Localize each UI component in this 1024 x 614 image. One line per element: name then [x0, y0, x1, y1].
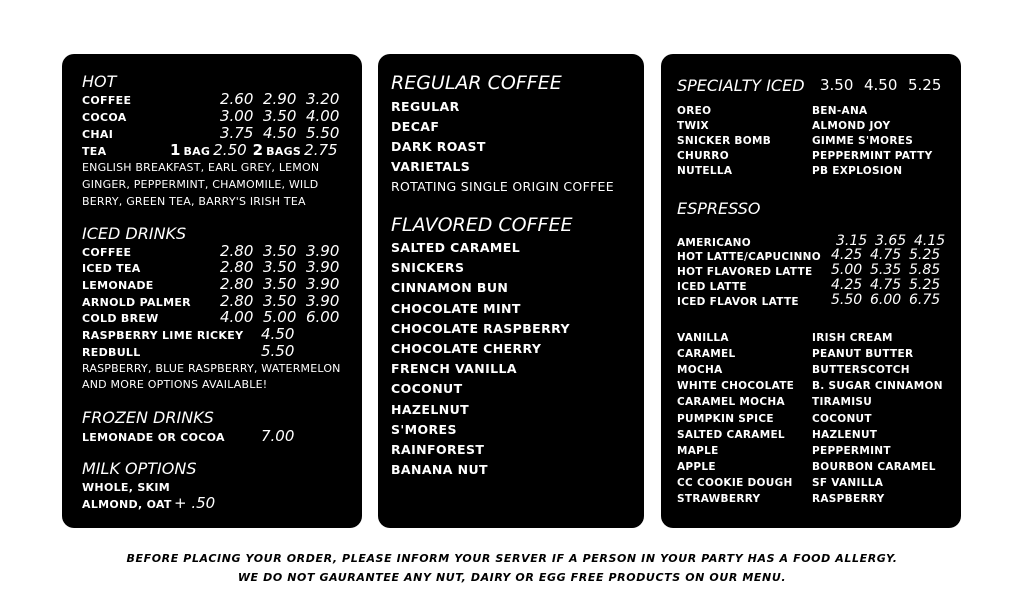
- syrup-item: RASPBERRY: [812, 493, 885, 505]
- rickey-price: 4.50: [261, 325, 295, 343]
- syrup-item: SALTED CARAMEL: [677, 429, 785, 441]
- specialty-item: OREO: [677, 105, 712, 117]
- allergy-notice-line-2: WE DO NOT GAURANTEE ANY NUT, DAIRY OR EGG FREE PRODUCTS ON OUR MENU.: [237, 571, 787, 584]
- arnold-palmer-label: ARNOLD PALMER: [82, 296, 191, 309]
- arnold-palmer-price-2: 3.50: [263, 292, 297, 310]
- frozen-label: LEMONADE OR COCOA: [82, 431, 225, 444]
- iced-coffee-price-2: 3.50: [263, 242, 297, 260]
- espresso-item-label: ICED FLAVOR LATTE: [677, 296, 799, 308]
- espresso-price: 5.35: [870, 262, 902, 278]
- regular-coffee-title: REGULAR COFFEE: [391, 72, 562, 94]
- hot-coffee-price-3: 3.20: [306, 90, 340, 108]
- coffee-board: [378, 54, 644, 528]
- iced-coffee-label: COFFEE: [82, 246, 132, 259]
- varietals-item: VARIETALS: [391, 159, 471, 174]
- iced-tea-price-2: 3.50: [263, 258, 297, 276]
- specialty-item: ALMOND JOY: [812, 120, 891, 132]
- cold-brew-label: COLD BREW: [82, 312, 159, 325]
- specialty-item: CHURRO: [677, 150, 729, 162]
- arnold-palmer-price-1: 2.80: [220, 292, 254, 310]
- syrup-item: PUMPKIN SPICE: [677, 413, 774, 425]
- arnold-palmer-price-3: 3.90: [306, 292, 340, 310]
- espresso-item-label: HOT LATTE/CAPUCINNO: [677, 251, 821, 263]
- flavor-item: S'MORES: [391, 422, 457, 437]
- hot-cocoa-price-2: 3.50: [263, 107, 297, 125]
- specialty-price-3: 5.25: [908, 76, 942, 94]
- tea-flavors-line-3: BERRY, GREEN TEA, BARRY'S IRISH TEA: [82, 195, 306, 208]
- syrup-item: BUTTERSCOTCH: [812, 364, 910, 376]
- frozen-section-title: FROZEN DRINKS: [82, 408, 214, 427]
- flavor-item: CHOCOLATE RASPBERRY: [391, 321, 570, 336]
- lemonade-price-2: 3.50: [263, 275, 297, 293]
- cold-brew-price-3: 6.00: [306, 308, 340, 326]
- lemonade-price-3: 3.90: [306, 275, 340, 293]
- flavor-item: BANANA NUT: [391, 462, 488, 477]
- flavor-item: RAINFOREST: [391, 442, 485, 457]
- redbull-flavors-line-2: AND MORE OPTIONS AVAILABLE!: [82, 378, 268, 391]
- hot-chai-price-3: 5.50: [306, 124, 340, 142]
- espresso-price: 3.15: [836, 233, 868, 249]
- syrup-item: CC COOKIE DOUGH: [677, 477, 793, 489]
- iced-section-title: ICED DRINKS: [82, 224, 187, 243]
- flavor-item: CHOCOLATE MINT: [391, 301, 521, 316]
- iced-coffee-price-3: 3.90: [306, 242, 340, 260]
- hot-chai-price-1: 3.75: [220, 124, 254, 142]
- syrup-item: TIRAMISU: [812, 396, 873, 408]
- hot-chai-price-2: 4.50: [263, 124, 297, 142]
- regular-item: REGULAR: [391, 99, 460, 114]
- hot-tea-price-2: 2.75: [304, 141, 338, 159]
- syrup-item: PEANUT BUTTER: [812, 348, 914, 360]
- specialty-price-2: 4.50: [864, 76, 898, 94]
- redbull-label: REDBULL: [82, 346, 141, 359]
- syrup-item: CARAMEL: [677, 348, 736, 360]
- hot-tea-pricing: [170, 141, 338, 159]
- flavor-item: CHOCOLATE CHERRY: [391, 341, 542, 356]
- cold-brew-price-2: 5.00: [263, 308, 297, 326]
- espresso-item-label: AMERICANO: [677, 237, 751, 249]
- espresso-price: 5.85: [909, 262, 941, 278]
- syrup-item: CARAMEL MOCHA: [677, 396, 785, 408]
- rotating-origin-item: ROTATING SINGLE ORIGIN COFFEE: [391, 179, 614, 194]
- specialty-item: TWIX: [677, 120, 709, 132]
- hot-cocoa-price-1: 3.00: [220, 107, 254, 125]
- syrup-item: APPLE: [677, 461, 716, 473]
- espresso-price: 5.50: [831, 292, 863, 308]
- flavor-item: CINNAMON BUN: [391, 280, 509, 295]
- iced-coffee-price-1: 2.80: [220, 242, 254, 260]
- allergy-notice-line-1: BEFORE PLACING YOUR ORDER, PLEASE INFORM YOUR SERVER IF A PERSON IN YOUR PARTY HAS A FOOD ALLERGY.: [126, 552, 898, 565]
- tea-flavors-line-1: ENGLISH BREAKFAST, EARL GREY, LEMON: [82, 161, 320, 174]
- iced-tea-price-3: 3.90: [306, 258, 340, 276]
- dark-roast-item: DARK ROAST: [391, 139, 486, 154]
- espresso-price: 5.25: [909, 277, 941, 293]
- iced-tea-price-1: 2.80: [220, 258, 254, 276]
- syrup-item: VANILLA: [677, 332, 729, 344]
- hot-tea-one: 1: [170, 141, 181, 159]
- milk-line-1: WHOLE, SKIM: [82, 481, 171, 494]
- flavor-item: HAZELNUT: [391, 402, 470, 417]
- flavor-item: COCONUT: [391, 381, 463, 396]
- specialty-item: PB EXPLOSION: [812, 165, 903, 177]
- flavor-item: SNICKERS: [391, 260, 465, 275]
- espresso-price: 3.65: [875, 233, 907, 249]
- rickey-label: RASPBERRY LIME RICKEY: [82, 329, 244, 342]
- syrup-item: BOURBON CARAMEL: [812, 461, 936, 473]
- lemonade-label: LEMONADE: [82, 279, 154, 292]
- flavored-coffee-title: FLAVORED COFFEE: [391, 214, 573, 236]
- espresso-price: 5.25: [909, 247, 941, 263]
- hot-tea-price-1: 2.50: [213, 141, 247, 159]
- syrup-item: COCONUT: [812, 413, 872, 425]
- specialty-item: GIMME S'MORES: [812, 135, 914, 147]
- flavor-item: FRENCH VANILLA: [391, 361, 517, 376]
- hot-tea-bag-label: BAG: [183, 145, 211, 158]
- syrup-item: PEPPERMINT: [812, 445, 891, 457]
- cold-brew-price-1: 4.00: [220, 308, 254, 326]
- specialty-item: NUTELLA: [677, 165, 733, 177]
- hot-chai-label: CHAI: [82, 128, 114, 141]
- specialty-price-1: 3.50: [820, 76, 854, 94]
- specialty-iced-title: SPECIALTY ICED: [677, 76, 805, 95]
- hot-tea-bags-label: BAGS: [266, 145, 302, 158]
- hot-tea-two: 2: [252, 141, 264, 159]
- hot-drinks-board: [62, 54, 362, 528]
- hot-tea-label: TEA: [82, 145, 107, 158]
- lemonade-price-1: 2.80: [220, 275, 254, 293]
- milk-line-2: ALMOND, OAT: [82, 498, 172, 511]
- hot-coffee-price-1: 2.60: [220, 90, 254, 108]
- specialty-item: SNICKER BOMB: [677, 135, 771, 147]
- flavor-item: SALTED CARAMEL: [391, 240, 521, 255]
- espresso-price: 4.25: [831, 247, 863, 263]
- redbull-flavors-line-1: RASPBERRY, BLUE RASPBERRY, WATERMELON: [82, 362, 341, 375]
- specialty-board: [661, 54, 961, 528]
- milk-section-title: MILK OPTIONS: [82, 459, 197, 478]
- decaf-item: DECAF: [391, 119, 440, 134]
- iced-tea-label: ICED TEA: [82, 262, 141, 275]
- hot-cocoa-price-3: 4.00: [306, 107, 340, 125]
- espresso-item-label: HOT FLAVORED LATTE: [677, 266, 813, 278]
- milk-price: + .50: [174, 494, 216, 512]
- syrup-item: IRISH CREAM: [812, 332, 893, 344]
- specialty-item: PEPPERMINT PATTY: [812, 150, 933, 162]
- espresso-price: 6.75: [909, 292, 941, 308]
- syrup-item: MAPLE: [677, 445, 719, 457]
- hot-coffee-label: COFFEE: [82, 94, 132, 107]
- syrup-item: MOCHA: [677, 364, 723, 376]
- espresso-price: 4.75: [870, 277, 902, 293]
- syrup-item: SF VANILLA: [812, 477, 884, 489]
- hot-coffee-price-2: 2.90: [263, 90, 297, 108]
- hot-cocoa-label: COCOA: [82, 111, 127, 124]
- syrup-item: HAZLENUT: [812, 429, 878, 441]
- tea-flavors-line-2: GINGER, PEPPERMINT, CHAMOMILE, WILD: [82, 178, 319, 191]
- espresso-price: 6.00: [870, 292, 902, 308]
- syrup-item: STRAWBERRY: [677, 493, 761, 505]
- espresso-price: 4.75: [870, 247, 902, 263]
- redbull-price: 5.50: [261, 342, 295, 360]
- syrup-item: B. SUGAR CINNAMON: [812, 380, 943, 392]
- syrup-item: WHITE CHOCOLATE: [677, 380, 795, 392]
- espresso-item-label: ICED LATTE: [677, 281, 747, 293]
- hot-section-title: HOT: [82, 72, 117, 91]
- espresso-price: 4.15: [914, 233, 946, 249]
- frozen-price: 7.00: [261, 427, 295, 445]
- espresso-title: ESPRESSO: [677, 199, 761, 218]
- specialty-item: BEN-ANA: [812, 105, 868, 117]
- espresso-price: 5.00: [831, 262, 863, 278]
- espresso-price: 4.25: [831, 277, 863, 293]
